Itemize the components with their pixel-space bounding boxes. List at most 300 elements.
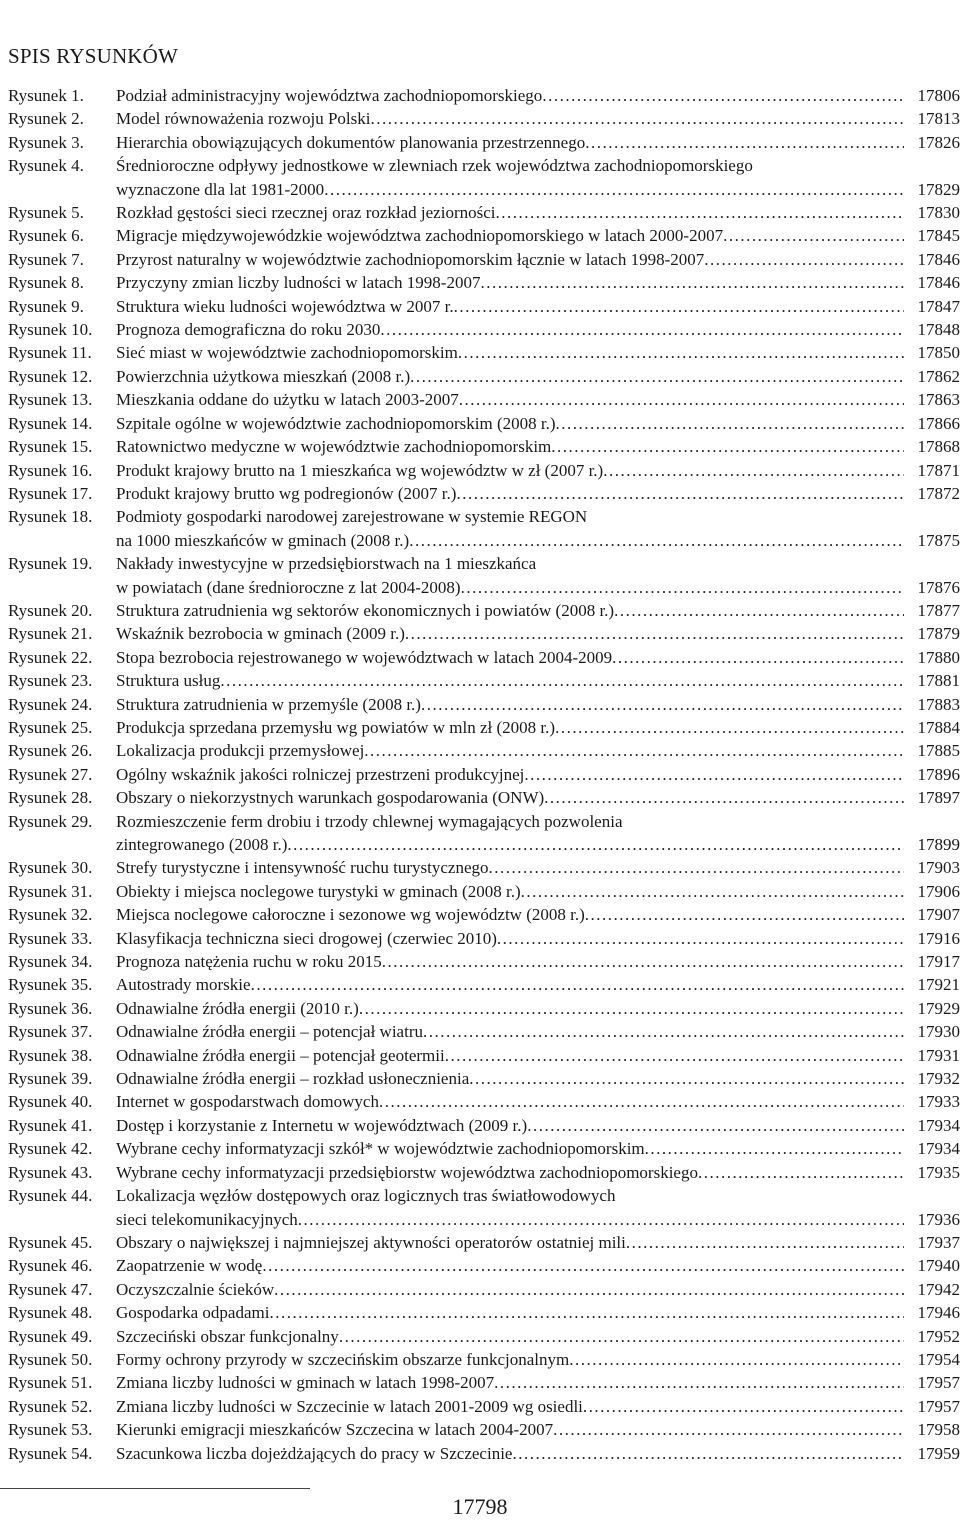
toc-entry[interactable] [0, 365, 960, 388]
dot-leader [364, 739, 904, 762]
entry-body [116, 1418, 960, 1441]
toc-entry[interactable] [0, 880, 960, 903]
entry-label: Rysunek 10. [8, 320, 93, 340]
entry-title: Odnawialne źródła energii – potencjał geotermii [116, 1045, 445, 1065]
entry-label: Rysunek 54. [8, 1443, 93, 1463]
dot-leader [524, 763, 904, 786]
toc-entry[interactable] [0, 482, 960, 505]
entry-line [116, 1348, 960, 1371]
entry-label: Rysunek 25. [8, 717, 93, 737]
entry-page-number: 17932 [917, 1069, 960, 1089]
toc-entry[interactable] [0, 552, 960, 599]
entry-label: Rysunek 50. [8, 1349, 93, 1369]
toc-entry[interactable] [0, 716, 960, 739]
entry-body [116, 1371, 960, 1394]
entry-page-number: 17846 [917, 273, 960, 293]
entry-line [116, 856, 960, 879]
dot-leader [445, 1044, 904, 1067]
entry-page-number: 17899 [917, 835, 960, 854]
entry-label: Rysunek 30. [8, 858, 93, 878]
entry-line [116, 271, 960, 294]
entry-body [116, 318, 960, 341]
dot-leader [542, 84, 904, 107]
entry-label: Rysunek 35. [8, 975, 93, 995]
entry-page-number: 17903 [917, 858, 960, 878]
entry-title: Struktura wieku ludności województwa w 2007 r. [116, 296, 454, 316]
toc-entry[interactable] [0, 622, 960, 645]
entry-title: Strefy turystyczne i intensywność ruchu turystycznego [116, 858, 489, 878]
entry-body [116, 693, 960, 716]
entry-page-number: 17847 [917, 296, 960, 316]
entry-page-number: 17954 [917, 1349, 960, 1369]
toc-entry[interactable] [0, 1442, 960, 1465]
entry-line [116, 1231, 960, 1254]
entry-page-number: 17906 [917, 881, 960, 901]
entry-body [116, 341, 960, 364]
toc-entry[interactable] [0, 1278, 960, 1301]
entry-title: Lokalizacja węzłów dostępowych oraz logicznych tras światłowodowych [116, 1186, 616, 1206]
entry-line [116, 1278, 960, 1301]
entry-body [116, 435, 960, 458]
entry-title: Przyrost naturalny w województwie zachodniopomorskim łącznie w latach 1998-2007 [116, 249, 705, 269]
toc-entry[interactable] [0, 131, 960, 154]
entry-body [116, 1301, 960, 1324]
entry-label: Rysunek 14. [8, 413, 93, 433]
entry-title: Ogólny wskaźnik jakości rolniczej przestrzeni produkcyjnej [116, 764, 525, 784]
entry-label: Rysunek 34. [8, 952, 93, 972]
dot-leader [569, 1348, 904, 1371]
entry-body [116, 1325, 960, 1348]
entry-page-number: 17942 [917, 1279, 960, 1299]
entry-body [116, 1442, 960, 1465]
entry-title: Obszary o największej i najmniejszej aktywności operatorów ostatniej mili [116, 1232, 626, 1252]
dot-leader [262, 1254, 904, 1277]
entry-body [116, 1067, 960, 1090]
dot-leader [251, 973, 904, 996]
dot-leader [497, 927, 904, 950]
entry-line [116, 833, 960, 856]
entry-page-number: 17946 [917, 1303, 960, 1323]
entry-line [116, 224, 960, 247]
entry-body [116, 1114, 960, 1137]
toc-entry[interactable] [0, 201, 960, 224]
entry-label: Rysunek 28. [8, 788, 93, 808]
entry-body [116, 622, 960, 645]
entry-label: Rysunek 3. [8, 132, 84, 152]
entry-title: Ratownictwo medyczne w województwie zachodniopomorskim [116, 437, 552, 457]
entry-line [116, 1044, 960, 1067]
entry-title: Produkcja sprzedana przemysłu wg powiatów w mln zł (2008 r.) [116, 717, 556, 737]
dot-leader [612, 646, 904, 669]
entry-line [116, 365, 960, 388]
entry-label: Rysunek 17. [8, 483, 93, 503]
dot-leader [421, 693, 904, 716]
entry-body [116, 1254, 960, 1277]
entry-label: Rysunek 6. [8, 226, 84, 246]
entry-label: Rysunek 21. [8, 624, 93, 644]
entry-line [116, 1301, 960, 1324]
entry-title: Prognoza demograficzna do roku 2030 [116, 320, 381, 340]
entry-page-number: 17846 [917, 249, 960, 269]
entry-title: Szczeciński obszar funkcjonalny [116, 1326, 339, 1346]
dot-leader [512, 1442, 904, 1465]
entry-page-number: 17826 [917, 132, 960, 152]
entry-body [116, 224, 960, 247]
dot-leader [370, 107, 904, 130]
dot-leader [544, 786, 904, 809]
entry-page-number: 17885 [917, 741, 960, 761]
dot-leader [359, 997, 904, 1020]
toc-entry[interactable] [0, 669, 960, 692]
entry-title: Podmioty gospodarki narodowej zarejestrowane w systemie REGON [116, 507, 588, 527]
entry-label: Rysunek 42. [8, 1139, 93, 1159]
entry-body [116, 295, 960, 318]
entry-line [116, 576, 960, 599]
entry-label: Rysunek 44. [8, 1186, 93, 1206]
entry-title: Migracje międzywojewódzkie województwa zachodniopomorskiego w latach 2000-2007 [116, 226, 724, 246]
entry-label: Rysunek 38. [8, 1045, 93, 1065]
dot-leader [423, 1020, 904, 1043]
entry-title: Struktura zatrudnienia w przemyśle (2008 r.) [116, 694, 421, 714]
entry-line [116, 154, 960, 177]
entry-title: Podział administracyjny województwa zachodniopomorskiego [116, 86, 543, 105]
entry-body [116, 248, 960, 271]
toc-entry[interactable] [0, 1348, 960, 1371]
entry-title: Rozmieszczenie ferm drobiu i trzody chlewnej wymagających pozwolenia [116, 811, 623, 831]
entry-title: Stopa bezrobocia rejestrowanego w województwach w latach 2004-2009 [116, 647, 613, 667]
entry-label: Rysunek 15. [8, 437, 93, 457]
dot-leader [551, 435, 904, 458]
entry-label: Rysunek 8. [8, 273, 84, 293]
toc-entry[interactable] [0, 1090, 960, 1113]
entry-line [116, 482, 960, 505]
entry-body [116, 459, 960, 482]
toc-entry[interactable] [0, 271, 960, 294]
entry-body [116, 880, 960, 903]
entry-title: Sieć miast w województwie zachodniopomorskim [116, 343, 458, 363]
entry-title: wyznaczone dla lat 1981-2000 [116, 179, 325, 199]
entry-label: Rysunek 4. [8, 156, 84, 176]
toc-entry[interactable] [0, 412, 960, 435]
entry-line [116, 1395, 960, 1418]
entry-line [116, 1114, 960, 1137]
entry-label: Rysunek 13. [8, 390, 93, 410]
toc-entry[interactable] [0, 1418, 960, 1441]
toc-entry[interactable] [0, 84, 960, 107]
entry-line [116, 927, 960, 950]
entry-page-number: 17958 [917, 1420, 960, 1440]
entry-line [116, 1254, 960, 1277]
entry-title: Odnawialne źródła energii (2010 r.) [116, 998, 359, 1018]
entry-page-number: 17930 [917, 1022, 960, 1042]
dot-leader [494, 1371, 904, 1394]
entry-label: Rysunek 39. [8, 1069, 93, 1089]
entry-page-number: 17863 [917, 390, 960, 410]
toc-entry[interactable] [0, 107, 960, 130]
entry-label: Rysunek 45. [8, 1232, 93, 1252]
entry-line [116, 973, 960, 996]
toc-entry[interactable] [0, 1325, 960, 1348]
entry-line [116, 646, 960, 669]
toc-entry[interactable] [0, 459, 960, 482]
toc-entry[interactable] [0, 973, 960, 996]
entry-page-number: 17813 [917, 109, 960, 129]
dot-leader [556, 412, 904, 435]
entry-body [116, 927, 960, 950]
entry-page-number: 17829 [917, 179, 960, 199]
toc-entry[interactable] [0, 1371, 960, 1394]
entry-line [116, 84, 960, 107]
toc-entry[interactable] [0, 1137, 960, 1160]
entry-title: Autostrady morskie [116, 975, 251, 995]
dot-leader [603, 459, 904, 482]
entry-line [116, 107, 960, 130]
toc-entry[interactable] [0, 295, 960, 318]
entry-label: Rysunek 46. [8, 1256, 93, 1276]
toc-entry[interactable] [0, 739, 960, 762]
dot-leader [405, 622, 904, 645]
entry-title: Struktura zatrudnienia wg sektorów ekonomicznych i powiatów (2008 r.) [116, 600, 615, 620]
entry-line [116, 1325, 960, 1348]
entry-title: Kierunki emigracji mieszkańców Szczecina w latach 2004-2007 [116, 1420, 554, 1440]
dot-leader [456, 482, 904, 505]
dot-leader [339, 1325, 904, 1348]
dot-leader [645, 1137, 904, 1160]
entry-label: Rysunek 33. [8, 928, 93, 948]
entry-body [116, 388, 960, 411]
entry-title: Lokalizacja produkcji przemysłowej [116, 741, 365, 761]
entry-title: Gospodarka odpadami [116, 1303, 270, 1323]
dot-leader [410, 365, 904, 388]
toc-entry[interactable] [0, 318, 960, 341]
entry-page-number: 17806 [917, 86, 960, 105]
entry-title: Oczyszczalnie ścieków [116, 1279, 275, 1299]
toc-entry[interactable] [0, 786, 960, 809]
toc-entry[interactable] [0, 1044, 960, 1067]
toc-entry[interactable] [0, 1114, 960, 1137]
entry-label: Rysunek 51. [8, 1373, 93, 1393]
entry-page-number: 17848 [917, 320, 960, 340]
entry-title: Formy ochrony przyrody w szczecińskim obszarze funkcjonalnym [116, 1349, 570, 1369]
entry-label: Rysunek 5. [8, 203, 84, 223]
entry-body [116, 950, 960, 973]
figure-list [0, 84, 960, 1465]
entry-line [116, 552, 960, 575]
toc-entry[interactable] [0, 341, 960, 364]
entry-line [116, 693, 960, 716]
entry-body [116, 763, 960, 786]
toc-entry[interactable] [0, 1184, 960, 1231]
entry-line [116, 622, 960, 645]
entry-page-number: 17872 [917, 483, 960, 503]
toc-entry[interactable] [0, 224, 960, 247]
entry-line [116, 295, 960, 318]
entry-page-number: 17933 [917, 1092, 960, 1112]
toc-entry[interactable] [0, 1395, 960, 1418]
entry-label: Rysunek 24. [8, 694, 93, 714]
entry-label: Rysunek 18. [8, 507, 93, 527]
entry-body [116, 1137, 960, 1160]
entry-line [116, 1442, 960, 1465]
toc-entry[interactable] [0, 856, 960, 879]
entry-title: Wybrane cechy informatyzacji przedsiębiorstw województwa zachodniopomorskiego [116, 1162, 698, 1182]
entry-body [116, 1278, 960, 1301]
entry-body [116, 1161, 960, 1184]
toc-entry[interactable] [0, 903, 960, 926]
toc-entry[interactable] [0, 154, 960, 201]
toc-entry[interactable] [0, 248, 960, 271]
entry-label: Rysunek 27. [8, 764, 93, 784]
entry-title: Prognoza natężenia ruchu w roku 2015 [116, 952, 382, 972]
toc-entry[interactable] [0, 505, 960, 552]
entry-body [116, 1348, 960, 1371]
entry-page-number: 17936 [917, 1209, 960, 1229]
entry-body [116, 1231, 960, 1254]
toc-entry[interactable] [0, 997, 960, 1020]
entry-page-number: 17880 [917, 647, 960, 667]
entry-title: Średnioroczne odpływy jednostkowe w zlewniach rzek województwa zachodniopomorskiego [116, 156, 753, 176]
entry-label: Rysunek 7. [8, 249, 84, 269]
entry-title: Rozkład gęstości sieci rzecznej oraz rozkład jeziorności [116, 203, 496, 223]
entry-line [116, 412, 960, 435]
dot-leader [723, 224, 904, 247]
entry-body [116, 669, 960, 692]
entry-body [116, 973, 960, 996]
toc-entry[interactable] [0, 693, 960, 716]
entry-label: Rysunek 29. [8, 811, 93, 831]
dot-leader [555, 716, 904, 739]
entry-body [116, 1090, 960, 1113]
entry-page-number: 17871 [917, 460, 960, 480]
entry-line [116, 178, 960, 201]
entry-line [116, 1090, 960, 1113]
entry-body [116, 365, 960, 388]
entry-line [116, 716, 960, 739]
entry-title: Obszary o niekorzystnych warunkach gospodarowania (ONW) [116, 788, 545, 808]
dot-leader [454, 295, 904, 318]
entry-label: Rysunek 11. [8, 343, 92, 363]
entry-title: na 1000 mieszkańców w gminach (2008 r.) [116, 530, 410, 550]
entry-title: Dostęp i korzystanie z Internetu w województwach (2009 r.) [116, 1115, 528, 1135]
entry-title: Obiekty i miejsca noclegowe turystyki w gminach (2008 r.) [116, 881, 521, 901]
dot-leader [583, 1395, 904, 1418]
entry-line [116, 1418, 960, 1441]
entry-body [116, 739, 960, 762]
toc-entry[interactable] [0, 388, 960, 411]
toc-entry[interactable] [0, 1161, 960, 1184]
entry-title: Model równoważenia rozwoju Polski [116, 109, 371, 129]
entry-title: zintegrowanego (2008 r.) [116, 835, 288, 854]
entry-line [116, 341, 960, 364]
entry-title: Przyczyny zmian liczby ludności w latach 1998-2007 [116, 273, 481, 293]
dot-leader [553, 1418, 904, 1441]
entry-label: Rysunek 23. [8, 671, 93, 691]
entry-page-number: 17952 [917, 1326, 960, 1346]
entry-title: Odnawialne źródła energii – potencjał wiatru [116, 1022, 423, 1042]
dot-leader [274, 1278, 904, 1301]
footer-rule [0, 1488, 310, 1489]
entry-title: Struktura usług [116, 671, 221, 691]
entry-title: Internet w gospodarstwach domowych [116, 1092, 379, 1112]
entry-page-number: 17868 [917, 437, 960, 457]
dot-leader [220, 669, 904, 692]
entry-line [116, 201, 960, 224]
entry-page-number: 17881 [917, 671, 960, 691]
page-title: SPIS RYSUNKÓW [8, 44, 179, 68]
entry-line [116, 1137, 960, 1160]
toc-entry[interactable] [0, 435, 960, 458]
entry-page-number: 17917 [917, 952, 960, 972]
entry-title: Klasyfikacja techniczna sieci drogowej (czerwiec 2010) [116, 928, 497, 948]
entry-page-number: 17862 [917, 366, 960, 386]
toc-entry[interactable] [0, 646, 960, 669]
toc-entry[interactable] [0, 1067, 960, 1090]
toc-entry[interactable] [0, 599, 960, 622]
entry-line [116, 1371, 960, 1394]
entry-title: Produkt krajowy brutto wg podregionów (2007 r.) [116, 483, 457, 503]
toc-entry[interactable] [0, 1301, 960, 1324]
toc-entry[interactable] [0, 1020, 960, 1043]
entry-label: Rysunek 37. [8, 1022, 93, 1042]
entry-line [116, 505, 960, 528]
entry-title: sieci telekomunikacyjnych [116, 1209, 298, 1229]
entry-title: Zaopatrzenie w wodę [116, 1256, 263, 1276]
toc-entry[interactable] [0, 1231, 960, 1254]
entry-label: Rysunek 1. [8, 86, 84, 105]
entry-body [116, 84, 960, 107]
entry-label: Rysunek 49. [8, 1326, 93, 1346]
entry-label: Rysunek 12. [8, 366, 93, 386]
entry-page-number: 17929 [917, 998, 960, 1018]
entry-label: Rysunek 48. [8, 1303, 93, 1323]
toc-entry[interactable] [0, 810, 960, 857]
entry-body [116, 131, 960, 154]
entry-title: Zmiana liczby ludności w gminach w latach 1998-2007 [116, 1373, 495, 1393]
entry-line [116, 529, 960, 552]
toc-entry[interactable] [0, 950, 960, 973]
entry-label: Rysunek 2. [8, 109, 84, 129]
entry-title: Zmiana liczby ludności w Szczecinie w latach 2001-2009 wg osiedli [116, 1396, 583, 1416]
entry-page-number: 17866 [917, 413, 960, 433]
entry-line [116, 1020, 960, 1043]
entry-line [116, 950, 960, 973]
toc-entry[interactable] [0, 763, 960, 786]
entry-body [116, 1020, 960, 1043]
dot-leader [379, 1090, 904, 1113]
toc-entry[interactable] [0, 1254, 960, 1277]
entry-title: w powiatach (dane średnioroczne z lat 2004-2008) [116, 577, 461, 597]
entry-page-number: 17935 [917, 1162, 960, 1182]
entry-label: Rysunek 52. [8, 1396, 93, 1416]
entry-page-number: 17876 [917, 577, 960, 597]
entry-page-number: 17937 [917, 1232, 960, 1252]
entry-body [116, 1184, 960, 1231]
entry-page-number: 17897 [917, 788, 960, 808]
entry-title: Wybrane cechy informatyzacji szkół* w województwie zachodniopomorskim [116, 1139, 645, 1159]
entry-title: Wskaźnik bezrobocia w gminach (2009 r.) [116, 624, 405, 644]
entry-page-number: 17959 [917, 1443, 960, 1463]
dot-leader [459, 388, 904, 411]
entry-line [116, 1184, 960, 1207]
toc-entry[interactable] [0, 927, 960, 950]
entry-title: Odnawialne źródła energii – rozkład usłonecznienia [116, 1069, 470, 1089]
entry-label: Rysunek 26. [8, 741, 93, 761]
dot-leader [698, 1161, 904, 1184]
entry-body [116, 716, 960, 739]
entry-label: Rysunek 19. [8, 554, 93, 574]
entry-body [116, 810, 960, 857]
dot-leader [382, 950, 904, 973]
